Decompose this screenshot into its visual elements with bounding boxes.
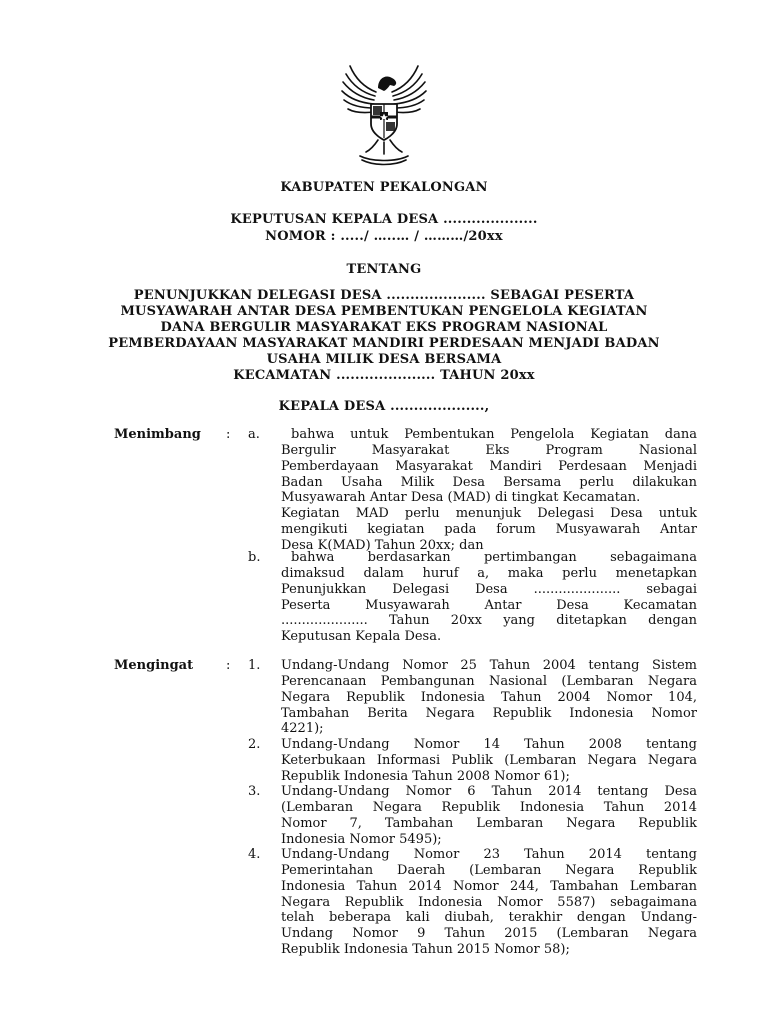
- text-line: ..................... Tahun 20xx yang ditetapkan dengan: [281, 613, 697, 629]
- text-line: Undang-Undang Nomor 23 Tahun 2014 tentang: [281, 847, 697, 862]
- colon: :: [226, 427, 231, 442]
- text-line: telah beberapa kali diubah, terakhir dengan Undang-: [281, 910, 697, 926]
- item-marker: 1.: [248, 658, 261, 673]
- item-marker: a.: [248, 427, 260, 442]
- colon: :: [226, 658, 231, 673]
- text-line: Indonesia Tahun 2014 Nomor 244, Tambahan Lembaran: [281, 878, 697, 894]
- text-line: Kegiatan MAD perlu menunjuk Delegasi Desa untuk: [281, 506, 697, 522]
- text-line: bahwa berdasarkan pertimbangan sebagaimana: [291, 550, 697, 565]
- text-line: Undang-Undang Nomor 14 Tahun 2008 tentang: [281, 737, 697, 752]
- text-line: (Lembaran Negara Republik Indonesia Tahun 2014: [281, 799, 697, 815]
- item-marker: 4.: [248, 847, 261, 862]
- item-marker: 2.: [248, 737, 261, 752]
- mengingat-item-3: [281, 784, 697, 847]
- text-line: Perencanaan Pembangunan Nasional (Lembaran Negara: [281, 673, 697, 689]
- menimbang-item-b: [281, 550, 697, 645]
- mengingat-item-4: [281, 847, 697, 958]
- subject-line: USAHA MILIK DESA BERSAMA: [266, 352, 502, 367]
- mengingat-item-1: [281, 658, 697, 737]
- signatory-heading: KEPALA DESA ....................,: [278, 399, 490, 414]
- item-marker: 3.: [248, 784, 261, 799]
- text-line: Negara Republik Indonesia Nomor 5587) sebagaimana: [281, 894, 697, 910]
- decree-title: KEPUTUSAN KEPALA DESA ....................: [230, 212, 538, 227]
- text-line: Desa K(MAD) Tahun 20xx; dan: [281, 537, 484, 553]
- text-line: Musyawarah Antar Desa (MAD) di tingkat Kecamatan.: [281, 490, 641, 506]
- subject-line: MUSYAWARAH ANTAR DESA PEMBENTUKAN PENGELOLA KEGIATAN: [120, 304, 648, 319]
- text-line: bahwa untuk Pembentukan Pengelola Kegiatan dana: [291, 427, 697, 442]
- text-line: Bergulir Masyarakat Eks Program Nasional: [281, 442, 697, 458]
- text-line: Pemberdayaan Masyarakat Mandiri Perdesaan Menjadi: [281, 458, 697, 474]
- menimbang-label: Menimbang: [114, 427, 201, 442]
- text-line: Keterbukaan Informasi Publik (Lembaran Negara Negara: [281, 752, 697, 768]
- text-line: Penunjukkan Delegasi Desa ..................... sebagai: [281, 581, 697, 597]
- text-line: Pemerintahan Daerah (Lembaran Negara Republik: [281, 862, 697, 878]
- mengingat-label: Mengingat: [114, 658, 194, 673]
- item-marker: b.: [248, 550, 261, 565]
- text-line: Republik Indonesia Tahun 2008 Nomor 61);: [281, 768, 570, 784]
- text-line: Undang Nomor 9 Tahun 2015 (Lembaran Negara: [281, 926, 697, 942]
- decree-number: NOMOR : ...../ …..… / ………/20xx: [265, 229, 503, 244]
- text-line: Undang-Undang Nomor 6 Tahun 2014 tentang Desa: [281, 784, 697, 799]
- mengingat-item-2: [281, 737, 697, 785]
- text-line: Republik Indonesia Tahun 2015 Nomor 58);: [281, 942, 570, 958]
- subject-line: PEMBERDAYAAN MASYARAKAT MANDIRI PERDESAAN MENJADI BADAN: [108, 336, 660, 351]
- garuda-emblem: [340, 58, 428, 168]
- text-line: Badan Usaha Milik Desa Bersama perlu dilakukan: [281, 474, 697, 490]
- regency-heading: KABUPATEN PEKALONGAN: [280, 180, 488, 195]
- text-line: Nomor 7, Tambahan Lembaran Negara Republik: [281, 815, 697, 831]
- text-line: Undang-Undang Nomor 25 Tahun 2004 tentang Sistem: [281, 658, 697, 673]
- about-heading: TENTANG: [346, 262, 422, 277]
- text-line: mengikuti kegiatan pada forum Musyawarah Antar: [281, 522, 697, 538]
- text-line: Tambahan Berita Negara Republik Indonesia Nomor: [281, 705, 697, 721]
- text-line: dimaksud dalam huruf a, maka perlu menetapkan: [281, 565, 697, 581]
- text-line: 4221);: [281, 721, 324, 737]
- text-line: Indonesia Nomor 5495);: [281, 831, 442, 847]
- subject-line: PENUNJUKKAN DELEGASI DESA ..................... SEBAGAI PESERTA: [133, 288, 635, 303]
- text-line: Negara Republik Indonesia Tahun 2004 Nomor 104,: [281, 689, 697, 705]
- menimbang-item-a: [281, 427, 697, 554]
- text-line: Peserta Musyawarah Antar Desa Kecamatan: [281, 597, 697, 613]
- text-line: Keputusan Kepala Desa.: [281, 629, 442, 645]
- subject-line: DANA BERGULIR MASYARAKAT EKS PROGRAM NASIONAL: [160, 320, 608, 335]
- subject-line: KECAMATAN ..................... TAHUN 20xx: [233, 368, 535, 383]
